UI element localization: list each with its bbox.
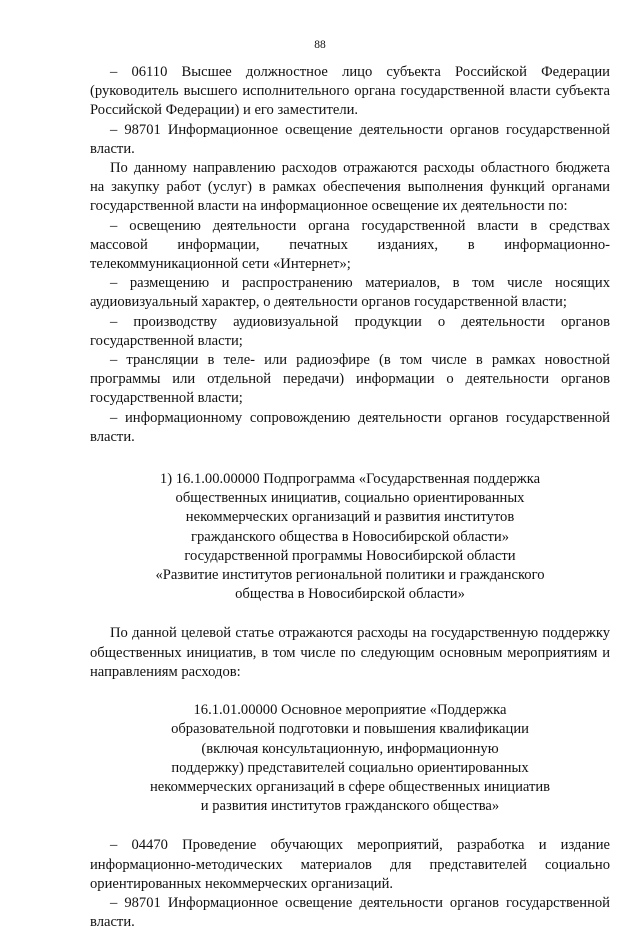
- paragraph-code-04470: – 04470 Проведение обучающих мероприятий, разработка и издание информационно-методических материалов для представителей социально ориентированных некоммерческих организаций.: [90, 837, 610, 892]
- subprogram-heading-line: гражданского общества в Новосибирской области»: [190, 528, 510, 545]
- paragraph-expenses-description: По данному направлению расходов отражаются расходы областного бюджета на закупку работ (услуг) в рамках обеспечения выполнения функций органами государственной власти на информационное освещение их деятельности по:: [90, 160, 610, 215]
- list-item-media-coverage: – освещению деятельности органа государственной власти в средствах массовой информации, печатных изданиях, в информационно-телекоммуникационной сети «Интернет»;: [90, 217, 610, 273]
- list-item-broadcasting: – трансляции в теле- или радиоэфире (в том числе в рамках новостной программы или отдельной передачи) информации о деятельности органов государственной власти;: [90, 352, 610, 407]
- subprogram-heading-line: 1) 16.1.00.00000 Подпрограмма «Государственная поддержка: [159, 471, 541, 488]
- activity-heading-line: 16.1.01.00000 Основное мероприятие «Поддержка: [193, 702, 507, 719]
- subprogram-heading-line: общества в Новосибирской области»: [235, 586, 465, 603]
- activity-heading: [90, 701, 610, 816]
- activity-heading-line: некоммерческих организаций в сфере общественных инициатив: [149, 778, 551, 795]
- page-number: 88: [314, 39, 326, 51]
- subprogram-heading-line: некоммерческих организаций и развития институтов: [185, 509, 515, 526]
- subprogram-heading-line: общественных инициатив, социально ориентированных: [175, 490, 525, 507]
- activity-heading-line: (включая консультационную, информационную: [201, 740, 499, 757]
- paragraph-target-article: По данной целевой статье отражаются расходы на государственную поддержку общественных инициатив, в том числе по следующим основным мероприятиям и направлениям расходов:: [90, 625, 610, 680]
- paragraph-code-98701-repeat: – 98701 Информационное освещение деятельности органов государственной власти.: [90, 894, 610, 931]
- paragraph-code-98701: – 98701 Информационное освещение деятельности органов государственной власти.: [90, 121, 610, 157]
- list-item-materials-distribution: – размещению и распространению материалов, в том числе носящих аудиовизуальный характер, о деятельности органов государственной власти;: [90, 275, 610, 311]
- paragraph-code-06110: – 06110 Высшее должностное лицо субъекта Российской Федерации (руководитель высшего исполнительного органа государственной власти субъекта Российской Федерации) и его заместители.: [90, 64, 610, 119]
- subprogram-heading-line: «Развитие институтов региональной политики и гражданского: [155, 567, 545, 584]
- subprogram-heading-line: государственной программы Новосибирской области: [184, 547, 516, 564]
- activity-heading-line: поддержку) представителей социально ориентированных: [171, 759, 529, 776]
- list-item-information-support: – информационному сопровождению деятельности органов государственной власти.: [90, 409, 610, 445]
- activity-heading-line: образовательной подготовки и повышения квалификации: [171, 721, 529, 738]
- page-body: [90, 63, 610, 932]
- list-item-audiovisual-production: – производству аудиовизуальной продукции о деятельности органов государственной власти;: [90, 313, 610, 349]
- subprogram-heading: [90, 470, 610, 604]
- activity-heading-line: и развития институтов гражданского общества»: [200, 798, 500, 815]
